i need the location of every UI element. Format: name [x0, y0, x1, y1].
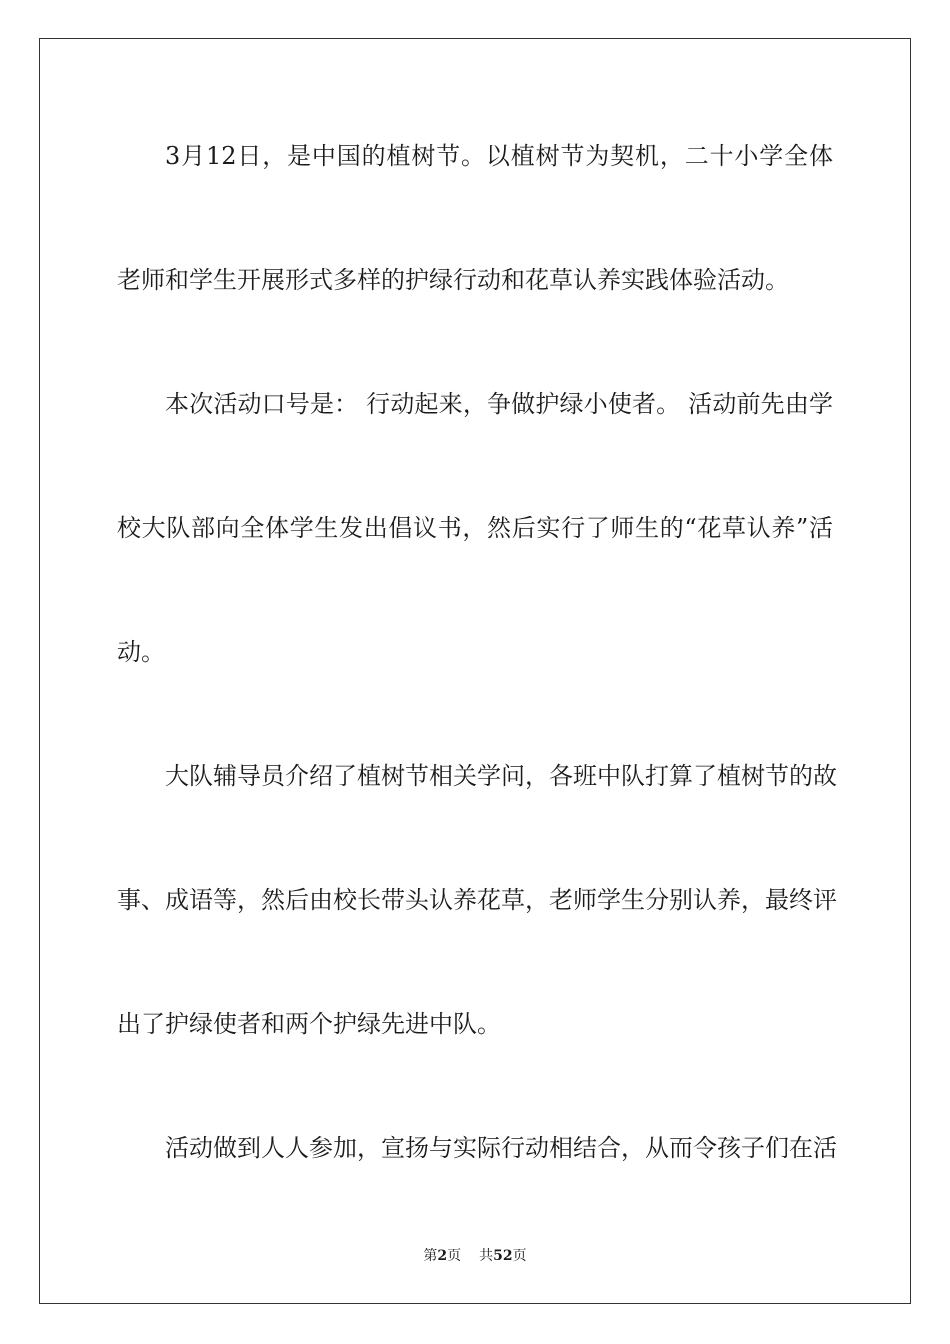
- paragraph-3-line-2: 事、成语等，然后由校长带头认养花草，老师学生分别认养，最终评: [117, 886, 837, 914]
- footer-page-prefix: 第: [423, 1248, 438, 1264]
- paragraph-2-line-1: 本次活动口号是： 行动起来，争做护绿小使者。 活动前先由学: [165, 390, 833, 418]
- paragraph-3-line-1: 大队辅导员介绍了植树节相关学问，各班中队打算了植树节的故: [165, 762, 837, 790]
- paragraph-2-line-2: 校大队部向全体学生发出倡议书，然后实行了师生的“花草认养”活: [117, 514, 833, 542]
- paragraph-1-line-1: 3月12日，是中国的植树节。以植树节为契机，二十小学全体: [165, 142, 833, 170]
- footer-page-number: 2: [437, 1248, 448, 1264]
- footer-total-prefix: 共: [479, 1248, 494, 1264]
- footer-total-pages: 52: [493, 1248, 513, 1264]
- footer-page-suffix: 页: [447, 1248, 462, 1264]
- paragraph-2-line-3: 动。: [117, 638, 165, 666]
- paragraph-4-line-1: 活动做到人人参加，宣扬与实际行动相结合，从而令孩子们在活: [165, 1134, 837, 1162]
- paragraph-3-line-3: 出了护绿使者和两个护绿先进中队。: [117, 1010, 501, 1038]
- footer-total-suffix: 页: [512, 1248, 527, 1264]
- page-footer: [0, 1246, 950, 1266]
- paragraph-1-line-2: 老师和学生开展形式多样的护绿行动和花草认养实践体验活动。: [117, 266, 789, 294]
